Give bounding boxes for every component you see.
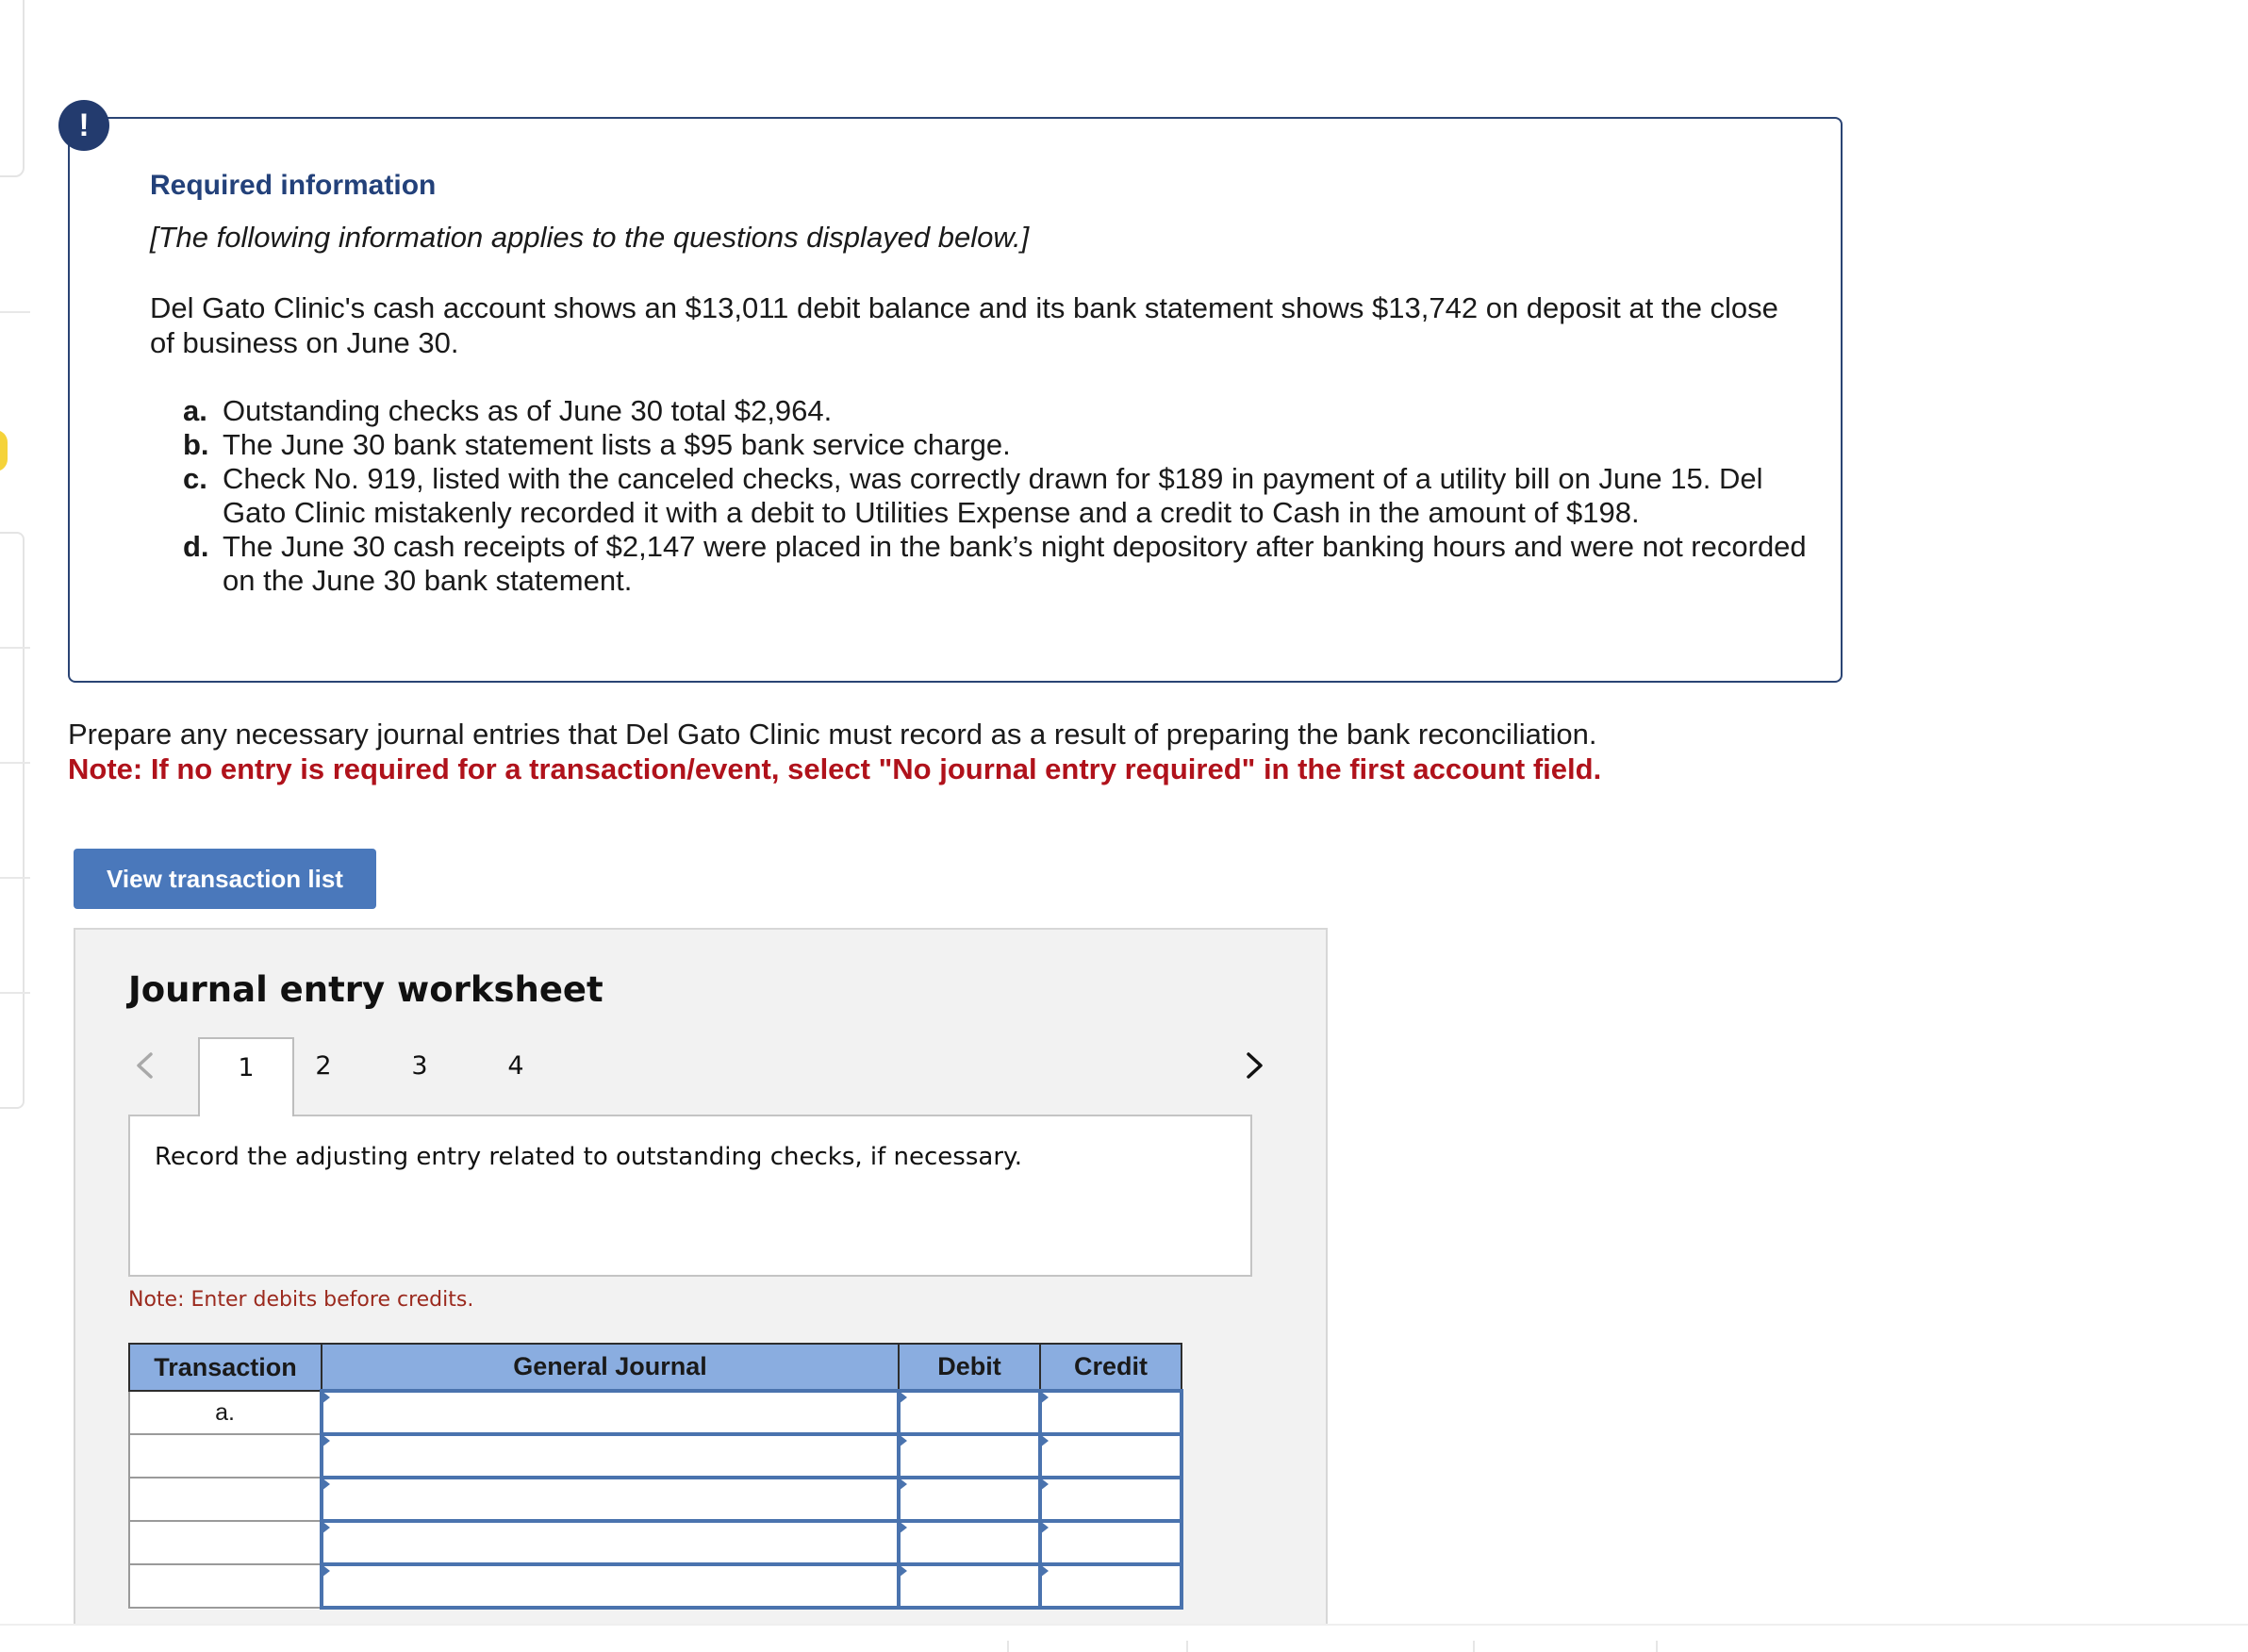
required-information-box — [68, 117, 1843, 683]
chevron-right-icon[interactable] — [1241, 1047, 1269, 1084]
credit-input[interactable] — [1040, 1391, 1182, 1434]
transaction-cell — [129, 1478, 322, 1521]
list-marker: a. — [183, 394, 207, 427]
general-journal-input[interactable] — [322, 1564, 899, 1608]
info-paragraph: Del Gato Clinic's cash account shows an $13,011 debit balance and its bank statement shows $13,742 on deposit at the close of business on June 30. — [150, 291, 1778, 359]
side-indicator — [0, 430, 8, 471]
tab-label: 2 — [315, 1051, 332, 1081]
tab-label: 4 — [507, 1051, 524, 1081]
journal-entry-worksheet — [74, 928, 1328, 1652]
question-note: Note: If no entry is required for a transaction/event, select "No journal entry required" in the first account field. — [68, 752, 1602, 785]
chevron-left-icon[interactable] — [130, 1047, 158, 1084]
entry-prompt-text: Record the adjusting entry related to outstanding checks, if necessary. — [155, 1143, 1022, 1171]
table-row — [129, 1434, 1182, 1478]
transaction-cell — [129, 1564, 322, 1608]
question-instruction: Prepare any necessary journal entries that Del Gato Clinic must record as a result of preparing the bank reconciliation. — [68, 718, 1597, 751]
column-header-credit: Credit — [1040, 1344, 1182, 1391]
general-journal-input[interactable] — [322, 1391, 899, 1434]
side-panel-fragment — [0, 0, 25, 177]
side-divider — [0, 877, 30, 879]
list-marker: b. — [183, 428, 209, 461]
general-journal-input[interactable] — [322, 1478, 899, 1521]
column-header-debit: Debit — [899, 1344, 1040, 1391]
list-item-text: The June 30 cash receipts of $2,147 were placed in the bank’s night depository after banking hours and were not recorded on the June 30 bank statement. — [223, 530, 1807, 597]
general-journal-input[interactable] — [322, 1434, 899, 1478]
credit-input[interactable] — [1040, 1564, 1182, 1608]
side-panel-fragment — [0, 532, 25, 1109]
worksheet-tab-3[interactable] — [396, 1037, 443, 1116]
table-row — [129, 1391, 1182, 1434]
debit-input[interactable] — [899, 1478, 1040, 1521]
list-item — [183, 394, 1824, 428]
bottom-divider — [1007, 1641, 1009, 1652]
table-row — [129, 1521, 1182, 1564]
info-list — [183, 394, 1824, 598]
exclamation-icon: ! — [58, 100, 109, 151]
column-header-transaction: Transaction — [129, 1344, 322, 1391]
list-item — [183, 428, 1824, 462]
worksheet-note: Note: Enter debits before credits. — [128, 1288, 474, 1312]
table-row — [129, 1478, 1182, 1521]
list-item-text: The June 30 bank statement lists a $95 bank service charge. — [223, 428, 1011, 461]
worksheet-title: Journal entry worksheet — [128, 969, 603, 1010]
side-divider — [0, 647, 30, 649]
side-divider — [0, 311, 30, 313]
transaction-cell: a. — [129, 1391, 322, 1434]
tab-label: 1 — [238, 1053, 255, 1082]
credit-input[interactable] — [1040, 1434, 1182, 1478]
list-item — [183, 462, 1824, 530]
general-journal-input[interactable] — [322, 1521, 899, 1564]
table-header-row — [129, 1344, 1182, 1391]
entry-prompt-box — [128, 1115, 1252, 1277]
bottom-divider — [1473, 1641, 1475, 1652]
info-title: Required information — [150, 170, 437, 201]
table-row — [129, 1564, 1182, 1608]
bottom-divider — [1186, 1641, 1188, 1652]
list-item-text: Check No. 919, listed with the canceled checks, was correctly drawn for $189 in payment of a utility bill on June 15. Del Gato Clinic mistakenly recorded it with a debit to Utilities Expense and a credit to Cash in the amount of $198. — [223, 462, 1763, 529]
debit-input[interactable] — [899, 1564, 1040, 1608]
view-transaction-list-button[interactable]: View transaction list — [74, 849, 376, 909]
transaction-cell — [129, 1521, 322, 1564]
debit-input[interactable] — [899, 1434, 1040, 1478]
info-subtitle: [The following information applies to the questions displayed below.] — [150, 221, 1030, 254]
bottom-divider — [1656, 1641, 1658, 1652]
worksheet-tab-1[interactable] — [198, 1037, 294, 1116]
bottom-bar — [0, 1624, 2248, 1652]
tab-label: 3 — [411, 1051, 428, 1081]
side-divider — [0, 762, 30, 764]
debit-input[interactable] — [899, 1391, 1040, 1434]
column-header-general-journal: General Journal — [322, 1344, 899, 1391]
list-item — [183, 530, 1824, 598]
list-item-text: Outstanding checks as of June 30 total $2,964. — [223, 394, 833, 427]
credit-input[interactable] — [1040, 1521, 1182, 1564]
worksheet-tab-2[interactable] — [300, 1037, 347, 1116]
debit-input[interactable] — [899, 1521, 1040, 1564]
list-marker: d. — [183, 530, 209, 563]
transaction-cell — [129, 1434, 322, 1478]
credit-input[interactable] — [1040, 1478, 1182, 1521]
side-divider — [0, 992, 30, 994]
worksheet-tab-4[interactable] — [492, 1037, 539, 1116]
list-marker: c. — [183, 462, 207, 495]
journal-table — [128, 1343, 1183, 1610]
